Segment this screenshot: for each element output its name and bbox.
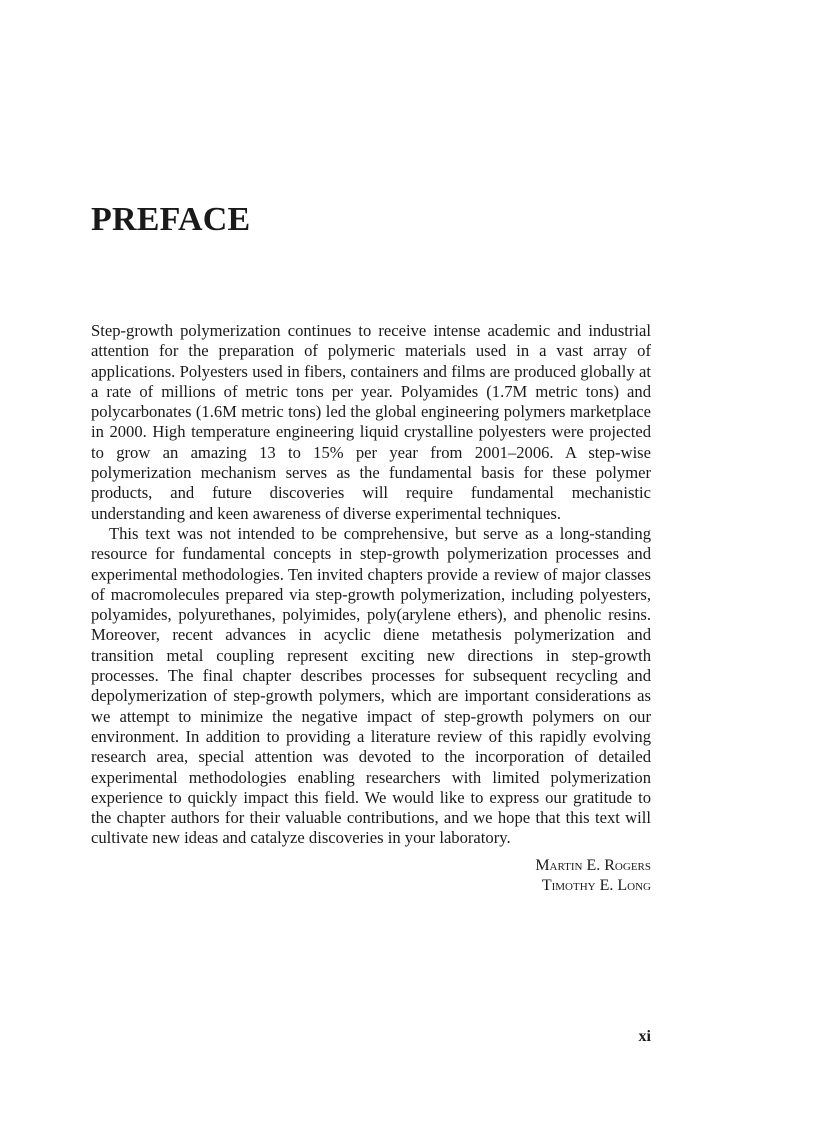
preface-body: [91, 321, 651, 849]
page-number: xi: [638, 1028, 651, 1045]
author-name: Timothy E. Long: [541, 877, 651, 894]
paragraph-1: Step-growth polymerization continues to receive intense academic and industrial attention for the preparation of polymeric materials used in a vast array of applications. Polyesters used in fibers, containers and films are produced globally at a rate of millions of metric tons per year. Polyamides (1.7M metric tons) and polycarbonates (1.6M metric tons) led the global engineering polymers marketplace in 2000. High temperature engineering liquid crystalline polyesters were projected to grow an amazing 13 to 15% per year from 2001–2006. A step-wise polymerization mechanism serves as the fundamental basis for these polymer products, and future discoveries will require fundamental mechanistic understanding and keen awareness of diverse experimental techniques.: [91, 321, 651, 523]
author-name: Martin E. Rogers: [535, 857, 651, 874]
book-page: [91, 0, 651, 1123]
author-signatures: [535, 856, 651, 896]
page-title: PREFACE: [91, 201, 251, 238]
paragraph-2: This text was not intended to be comprehensive, but serve as a long-standing resource for fundamental concepts in step-growth polymerization processes and experimental methodologies. Ten invited chapters provide a review of major classes of macromolecules prepared via step-growth polymerization, including polyesters, polyamides, polyurethanes, polyimides, poly(arylene ethers), and phenolic resins. Moreover, recent advances in acyclic diene metathesis polymerization and transition metal coupling represent exciting new directions in step-growth processes. The final chapter describes processes for subsequent recycling and depolymerization of step-growth polymers, which are important considerations as we attempt to minimize the negative impact of step-growth polymers on our environment. In addition to providing a literature review of this rapidly evolving research area, special attention was devoted to the incorporation of detailed experimental methodologies enabling researchers with limited polymerization experience to quickly impact this field. We would like to express our gratitude to the chapter authors for their valuable contributions, and we hope that this text will cultivate new ideas and catalyze discoveries in your laboratory.: [91, 523, 651, 848]
